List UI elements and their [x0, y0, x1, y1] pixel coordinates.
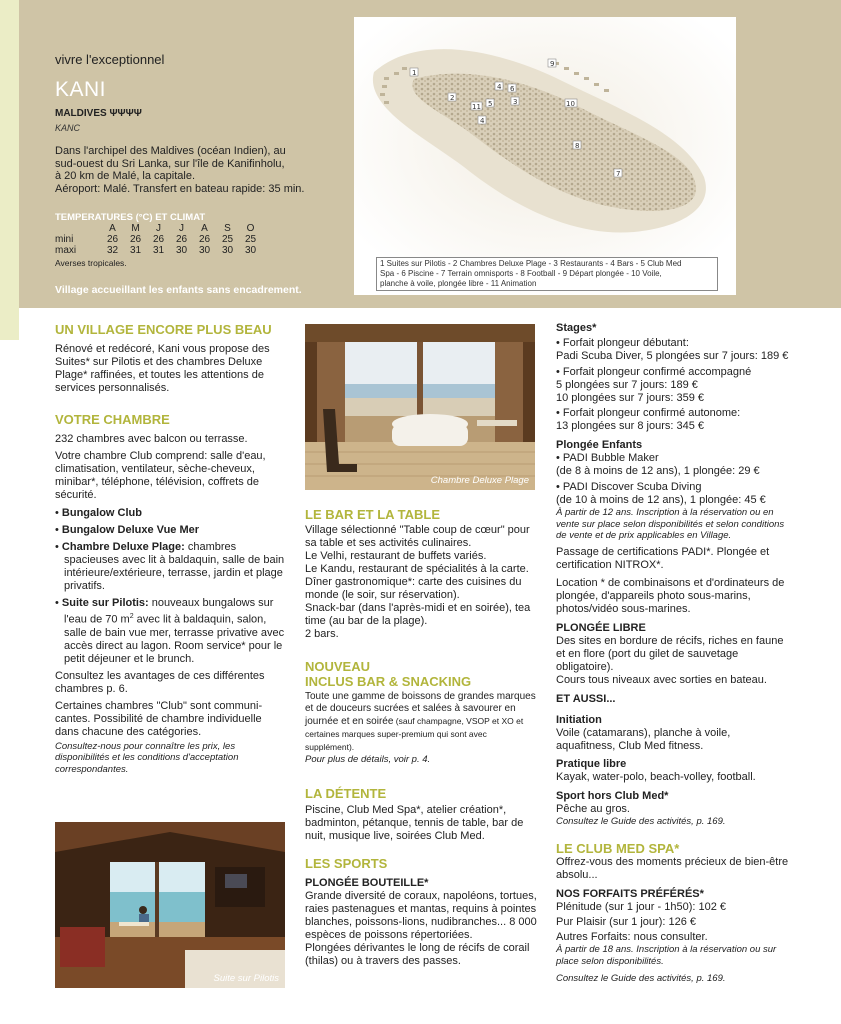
- temperature-table: A M J J A S O mini 26 26 26 26 26 25 25 maxi 32 31 31 30 30 30 30: [55, 223, 257, 256]
- svg-text:11: 11: [472, 103, 481, 111]
- svg-text:2: 2: [450, 94, 455, 102]
- column-3: Stages* • Forfait plongeur débutant: Padi Scuba Diver, 5 plongées sur 7 jours: 189 € • Forfait plongeur confirmé accompagné 5 plongées sur 7 jours: 189 € 10 plongées sur 7 jours: 359 € • Forfait plongeur confirmé autonome: 13 plongées sur 8 jours: 345 € Plongée Enfants • PADI Bubble Maker (de 8 à moins de 12 ans), 1 plongée: 29 € • PADI Discover Scuba Diving (de 10 à moins de 12 ans), 1 plongée: 45 € À partir de 12 ans. Inscription à la réservation ou en vente sur place selon disponibilités et selon conditions de vente et de prix applicables en Village. Passage de certifications PADI*. Plongée et certification NITROX*. Location * de combinaisons et d'ordinateurs de plongée, d'appareils photo sous-marins, photos/vidéo sous-marines. PLONGÉE LIBRE Des sites en bordure de récifs, riches en faune et en flore (port du gilet de sauvetage obligatoire). Cours tous niveaux avec sorties en bateau. ET AUSSI... Initiation Voile (catamarans), planche à voile, aquafitness, Club Med fitness. Pratique libre Kayak, water-polo, beach-volley, football. Sport hors Club Med* Pêche au gros. Consultez le Guide des activités, p. 169. LE CLUB MED SPA* Offrez-vous des moments précieux de bien-être absolu... NOS FORFAITS PRÉFÉRÉS* Plénitude (sur 1 jour - 1h50): 102 € Pur Plaisir (sur 1 jour): 126 € Autres Forfaits: nous consulter. À partir de 18 ans. Inscription à la réservation ou sur place selon disponibilités. Consultez le Guide des activités, p. 169.: [556, 322, 792, 985]
- intro-text: Dans l'archipel des Maldives (océan Indien), au sud-ouest du Sri Lanka, sur l'île de Kanifinholu, à 20 km de Malé, la capitale. Aéroport: Malé. Transfert en bateau rapide: 35 min.: [55, 145, 305, 195]
- heading-room: VOTRE CHAMBRE: [55, 412, 170, 427]
- tagline: vivre l'exceptionnel: [55, 52, 165, 67]
- map-marker-3: [511, 97, 519, 106]
- svg-text:10: 10: [566, 100, 575, 108]
- snacking-note: Pour plus de détails, voir p. 4.: [305, 754, 431, 765]
- photo-deluxe-room: [305, 324, 535, 490]
- village-title: KANI: [55, 78, 107, 101]
- column-1: [55, 322, 287, 775]
- caption-deluxe: Chambre Deluxe Plage: [430, 475, 529, 486]
- list-item: • Bungalow Club: [55, 507, 142, 519]
- header-info: [55, 52, 325, 268]
- map-marker-10: [565, 99, 577, 108]
- deluxe-room-illustration: [305, 324, 535, 490]
- map-legend: 1 Suites sur Pilotis - 2 Chambres Deluxe Plage - 3 Restaurants - 4 Bars - 5 Club Med Spa - 6 Piscine - 7 Terrain omnisports - 8 Football - 9 Départ plongée - 10 Voile, planche à voile, plongée libre - 11 Animation: [376, 257, 718, 291]
- column-2: LE BAR ET LA TABLE Village sélectionné "Table coup de cœur" pour sa table et ses activités culinaires. Le Velhi, restaurant de buffets variés. Le Kandu, restaurant de spécialités à la carte. Dîner gastronomique*: carte des cuisines du monde (le soir, sur réservation). Snack-bar (dans l'après-midi et en soirée), tea time (au bar de la plage). 2 bars. NOUVEAU INCLUS BAR & SNACKING Toute une gamme de boissons de grandes marques et de douceurs sucrées et salées à savourer en journée et en soirée (sauf champagne, VSOP et XO et certaines marques super-premium qui sont avec supplément). Pour plus de détails, voir p. 4. LA DÉTENTE Piscine, Club Med Spa*, atelier création*, badminton, pétanque, tennis de table, bar de nuit, musique live, soirées Club Med. LES SPORTS PLONGÉE BOUTEILLE* Grande diversité de coraux, napoléons, tortues, raies pastenagues et mantas, requins à pointes blanches, poissons-lions, nudibranches... 8 000 espèces de poissons répertoriées. Plongées dérivantes le long de récifs de corail (thilas) ou à travers des passes.: [305, 507, 537, 967]
- country-rating: MALDIVES ΨΨΨΨ: [55, 108, 142, 119]
- snacking-text: Toute une gamme de boissons de grandes marques et de douceurs sucrées et salées à savourer en journée et en soirée (sauf champagne, VSOP et XO et certaines marques super-premium qui sont avec supplément).: [305, 691, 536, 752]
- climate-note: Averses tropicales.: [55, 258, 127, 268]
- svg-text:4: 4: [497, 83, 502, 91]
- room-types-list: [55, 507, 287, 666]
- map-marker-11: [471, 102, 482, 111]
- svg-text:1: 1: [412, 69, 417, 77]
- svg-text:4: 4: [480, 117, 485, 125]
- room-advantages: Consultez les avantages de ces différentes chambres p. 6.: [55, 669, 265, 695]
- svg-text:9: 9: [550, 60, 555, 68]
- room-equipment: Votre chambre Club comprend: salle d'eau, climatisation, ventilateur, sèche-cheveux, minibar*, téléphone, télévision, coffrets de sécurité.: [55, 450, 266, 501]
- side-band: [0, 0, 19, 340]
- heading-bar-table: LE BAR ET LA TABLE: [305, 507, 441, 522]
- svg-text:7: 7: [616, 170, 621, 178]
- island-map-illustration: [354, 17, 736, 295]
- map-marker-1: [410, 68, 418, 77]
- svg-text:8: 8: [575, 142, 580, 150]
- list-item: • Chambre Deluxe Plage: chambres spacieuses avec lit à baldaquin, salle de bain intérieure/extérieure, terrasse, jardin et plage privatifs.: [55, 541, 285, 592]
- temperature-title: TEMPERATURES (°C) ET CLIMAT: [55, 212, 206, 223]
- photo-pilotis-suite: [55, 822, 285, 988]
- svg-text:5: 5: [488, 100, 493, 108]
- map-marker-7: [614, 169, 622, 178]
- map-marker-9: [548, 59, 556, 68]
- village-map: [354, 17, 736, 295]
- list-item: • Bungalow Deluxe Vue Mer: [55, 524, 200, 536]
- list-item: • Suite sur Pilotis: nouveaux bungalows sur l'eau de 70 $m^2$ avec lit à baldaquin, salon, salle de bain vue mer, terrasse privative avec accès direct au lagon. Room service* pour le petit déjeuner et le brunch.: [55, 597, 285, 665]
- map-marker-6: [508, 84, 516, 93]
- map-marker-4b: [478, 116, 486, 125]
- map-marker-4a: [495, 82, 503, 91]
- heading-snacking: NOUVEAU INCLUS BAR & SNACKING: [305, 659, 472, 689]
- map-marker-8: [573, 141, 581, 150]
- svg-text:3: 3: [513, 98, 518, 106]
- map-marker-5: [486, 99, 494, 108]
- heading-detente: LA DÉTENTE: [305, 785, 387, 801]
- map-marker-2: [448, 93, 456, 102]
- room-count: 232 chambres avec balcon ou terrasse.: [55, 433, 248, 445]
- heading-village: UN VILLAGE ENCORE PLUS BEAU: [55, 322, 272, 337]
- village-text: Rénové et redécoré, Kani vous propose des Suites* sur Pilotis et des chambres Deluxe Plage* raffinées, et toutes les attentions de services personnalisés.: [55, 343, 270, 394]
- kids-note: Village accueillant les enfants sans encadrement.: [55, 284, 302, 296]
- caption-pilotis: Suite sur Pilotis: [213, 973, 279, 984]
- village-code: KANC: [55, 123, 81, 133]
- heading-sports: LES SPORTS: [305, 855, 388, 871]
- pilotis-suite-illustration: [55, 822, 285, 988]
- heading-spa: LE CLUB MED SPA*: [556, 841, 680, 856]
- connecting-rooms: Certaines chambres "Club" sont communi-cantes. Possibilité de chambre individuelle dans chacune des catégories.: [55, 699, 263, 738]
- room-note: Consultez-nous pour connaître les prix, les disponibilités et les conditions d'acceptation correspondantes.: [55, 740, 239, 775]
- svg-text:6: 6: [510, 85, 515, 93]
